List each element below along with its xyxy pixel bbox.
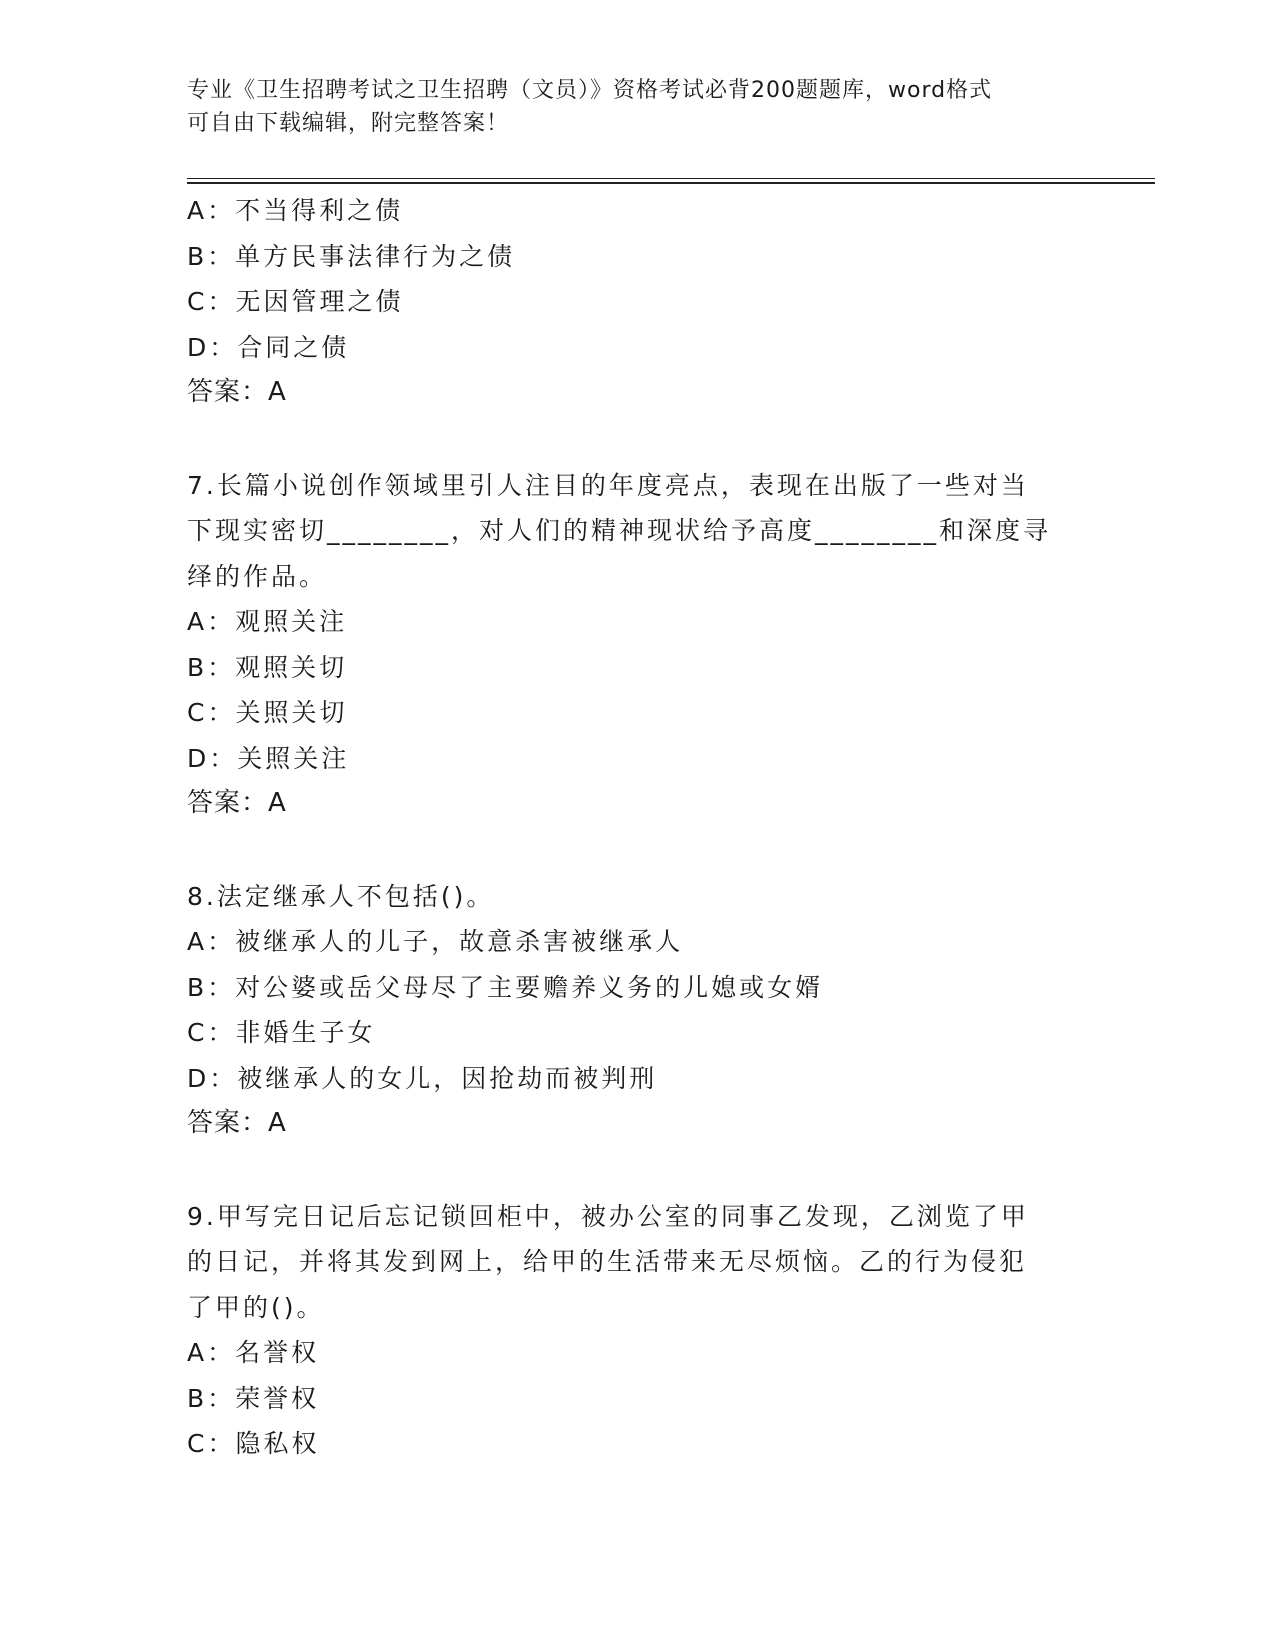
answer-option: C：关照关切 — [187, 698, 348, 727]
block-gap — [187, 827, 1087, 874]
header-line-1: 专业《卫生招聘考试之卫生招聘（文员）》资格考试必背200题题库，word格式 — [187, 78, 993, 103]
header-rule-thick — [187, 182, 1155, 184]
answer-option: B：荣誉权 — [187, 1383, 320, 1413]
answer-option: A：名誉权 — [187, 1338, 320, 1367]
answer-option: B：观照关切 — [187, 652, 348, 682]
document-header — [187, 74, 1067, 140]
answer-option: A：观照关注 — [187, 607, 348, 636]
answer-key: 答案：A — [187, 377, 287, 407]
answer-option: D：关照关注 — [187, 743, 350, 773]
answer-key: 答案：A — [187, 788, 287, 818]
header-rule-thin — [187, 178, 1155, 179]
question-block — [187, 463, 1087, 827]
answer-option: C：无因管理之债 — [187, 287, 404, 316]
question-stem-line: 7.长篇小说创作领域里引人注目的年度亮点，表现在出版了一些对当 — [187, 470, 1029, 500]
answer-option: B：对公婆或岳父母尽了主要赡养义务的儿媳或女婿 — [187, 972, 824, 1002]
answer-option: C：非婚生子女 — [187, 1018, 376, 1047]
question-block — [187, 1194, 1087, 1467]
answer-option: D：被继承人的女儿，因抢劫而被判刑 — [187, 1063, 658, 1093]
answer-option: C：隐私权 — [187, 1429, 320, 1458]
answer-option: D：合同之债 — [187, 332, 350, 362]
block-gap — [187, 416, 1087, 463]
answer-key: 答案：A — [187, 1108, 287, 1138]
question-stem-line: 8.法定继承人不包括()。 — [187, 881, 495, 911]
question-block — [187, 874, 1087, 1147]
header-line-2: 可自由下载编辑，附完整答案！ — [187, 111, 510, 136]
answer-option: B：单方民事法律行为之债 — [187, 241, 516, 271]
answer-option: A：不当得利之债 — [187, 196, 404, 225]
answer-option: A：被继承人的儿子，故意杀害被继承人 — [187, 927, 684, 956]
question-stem-line: 下现实密切________，对人们的精神现状给予高度________和深度寻 — [187, 516, 1052, 545]
question-stem-line: 绎的作品。 — [187, 561, 328, 591]
question-block — [187, 188, 1087, 416]
question-list — [187, 188, 1087, 1467]
block-gap — [187, 1147, 1087, 1194]
question-stem-line: 的日记，并将其发到网上，给甲的生活带来无尽烦恼。乙的行为侵犯 — [187, 1247, 1028, 1276]
question-stem-line: 了甲的()。 — [187, 1292, 325, 1322]
question-stem-line: 9.甲写完日记后忘记锁回柜中，被办公室的同事乙发现，乙浏览了甲 — [187, 1201, 1029, 1231]
